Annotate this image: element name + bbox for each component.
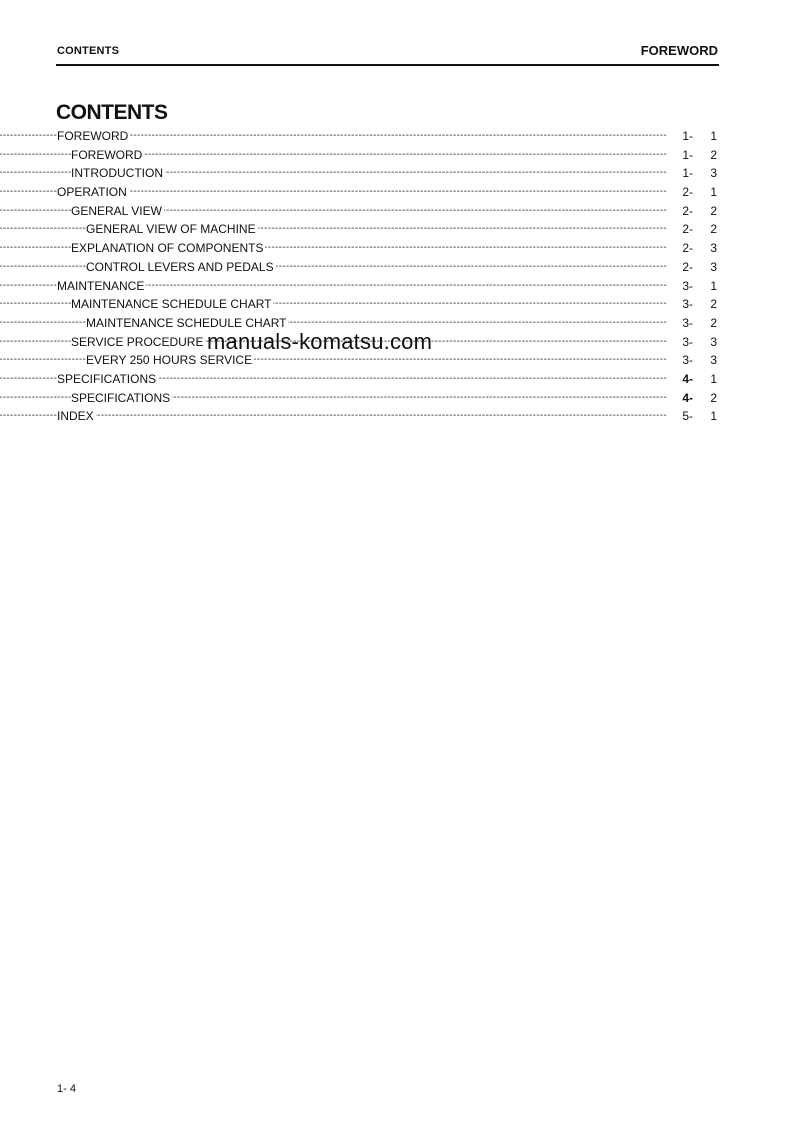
toc-page-number: 3	[710, 241, 717, 256]
toc-chapter-number: 3-	[682, 297, 693, 312]
toc-page-number: 3	[710, 353, 717, 368]
toc-row[interactable]	[57, 295, 719, 314]
toc-row[interactable]	[57, 146, 719, 165]
toc-page-number: 3	[710, 166, 717, 181]
toc-chapter-number: 3-	[682, 278, 693, 293]
toc-chapter-number: 3-	[682, 315, 693, 330]
toc-entry-title[interactable]: SPECIFICATIONS	[57, 370, 158, 389]
toc-chapter-number: 5-	[682, 409, 693, 424]
toc-entry-title[interactable]: INTRODUCTION	[71, 164, 165, 183]
toc-chapter-number: 4-	[682, 390, 693, 405]
toc-entry-title[interactable]: EVERY 250 HOURS SERVICE	[86, 351, 254, 370]
toc-page-number: 2	[710, 297, 717, 312]
toc-chapter-number: 3-	[682, 334, 693, 349]
header-rule	[56, 64, 719, 66]
toc-row[interactable]	[57, 183, 719, 202]
toc-row[interactable]	[57, 389, 719, 408]
toc-entry-title[interactable]: FOREWORD	[71, 146, 144, 165]
toc-chapter-number: 3-	[682, 353, 693, 368]
toc-entry-title[interactable]: MAINTENANCE SCHEDULE CHART	[71, 295, 273, 314]
toc-row[interactable]	[57, 220, 719, 239]
toc-page-number: 1	[710, 185, 717, 200]
toc-row[interactable]	[57, 370, 719, 389]
toc-chapter-number: 1-	[682, 166, 693, 181]
toc-page-number: 1	[710, 278, 717, 293]
toc-chapter-number: 1-	[682, 147, 693, 162]
toc-row[interactable]	[57, 127, 719, 146]
toc-leader-dots	[0, 407, 667, 426]
header-chapter-label: FOREWORD	[640, 43, 718, 58]
toc-entry-title[interactable]: EXPLANATION OF COMPONENTS	[71, 239, 265, 258]
toc-page-number: 3	[710, 334, 717, 349]
toc-chapter-number: 2-	[682, 203, 693, 218]
toc-page-number: 2	[710, 315, 717, 330]
toc-entry-title[interactable]: INDEX	[57, 407, 96, 426]
toc-chapter-number: 2-	[682, 185, 693, 200]
toc-row[interactable]	[57, 258, 719, 277]
toc-chapter-number: 2-	[682, 222, 693, 237]
toc-page-number: 2	[710, 390, 717, 405]
page-title: CONTENTS	[56, 101, 168, 124]
toc-entry-title[interactable]: CONTROL LEVERS AND PEDALS	[86, 258, 276, 277]
toc-entry-title[interactable]: MAINTENANCE SCHEDULE CHART	[86, 314, 288, 333]
toc-chapter-number: 4-	[682, 371, 693, 386]
watermark-text: manuals-komatsu.com	[207, 329, 433, 354]
toc-entry-title[interactable]: OPERATION	[57, 183, 129, 202]
toc-entry-title[interactable]: MAINTENANCE	[57, 277, 146, 296]
toc-row[interactable]	[57, 164, 719, 183]
toc-page-number: 2	[710, 147, 717, 162]
toc-page-number: 2	[710, 222, 717, 237]
toc-chapter-number: 2-	[682, 241, 693, 256]
toc-entry-title[interactable]: GENERAL VIEW	[71, 202, 164, 221]
toc-page-number: 2	[710, 203, 717, 218]
toc-row[interactable]	[57, 277, 719, 296]
toc-row[interactable]	[57, 239, 719, 258]
toc-row[interactable]	[57, 202, 719, 221]
toc-chapter-number: 1-	[682, 129, 693, 143]
header-section-label: CONTENTS	[57, 45, 120, 57]
toc-page-number: 1	[710, 409, 717, 424]
table-of-contents	[57, 127, 719, 426]
toc-entry-title[interactable]: SERVICE PROCEDURE	[71, 333, 205, 352]
toc-entry-title[interactable]: SPECIFICATIONS	[71, 389, 172, 408]
toc-page-number: 1	[710, 129, 717, 143]
toc-page-number: 3	[710, 259, 717, 274]
toc-page-number: 1	[710, 371, 717, 386]
toc-entry-title[interactable]: GENERAL VIEW OF MACHINE	[86, 220, 258, 239]
footer-page-number: 1- 4	[57, 1083, 76, 1095]
toc-row[interactable]	[57, 407, 719, 426]
toc-entry-title[interactable]: FOREWORD	[57, 127, 130, 146]
toc-chapter-number: 2-	[682, 259, 693, 274]
